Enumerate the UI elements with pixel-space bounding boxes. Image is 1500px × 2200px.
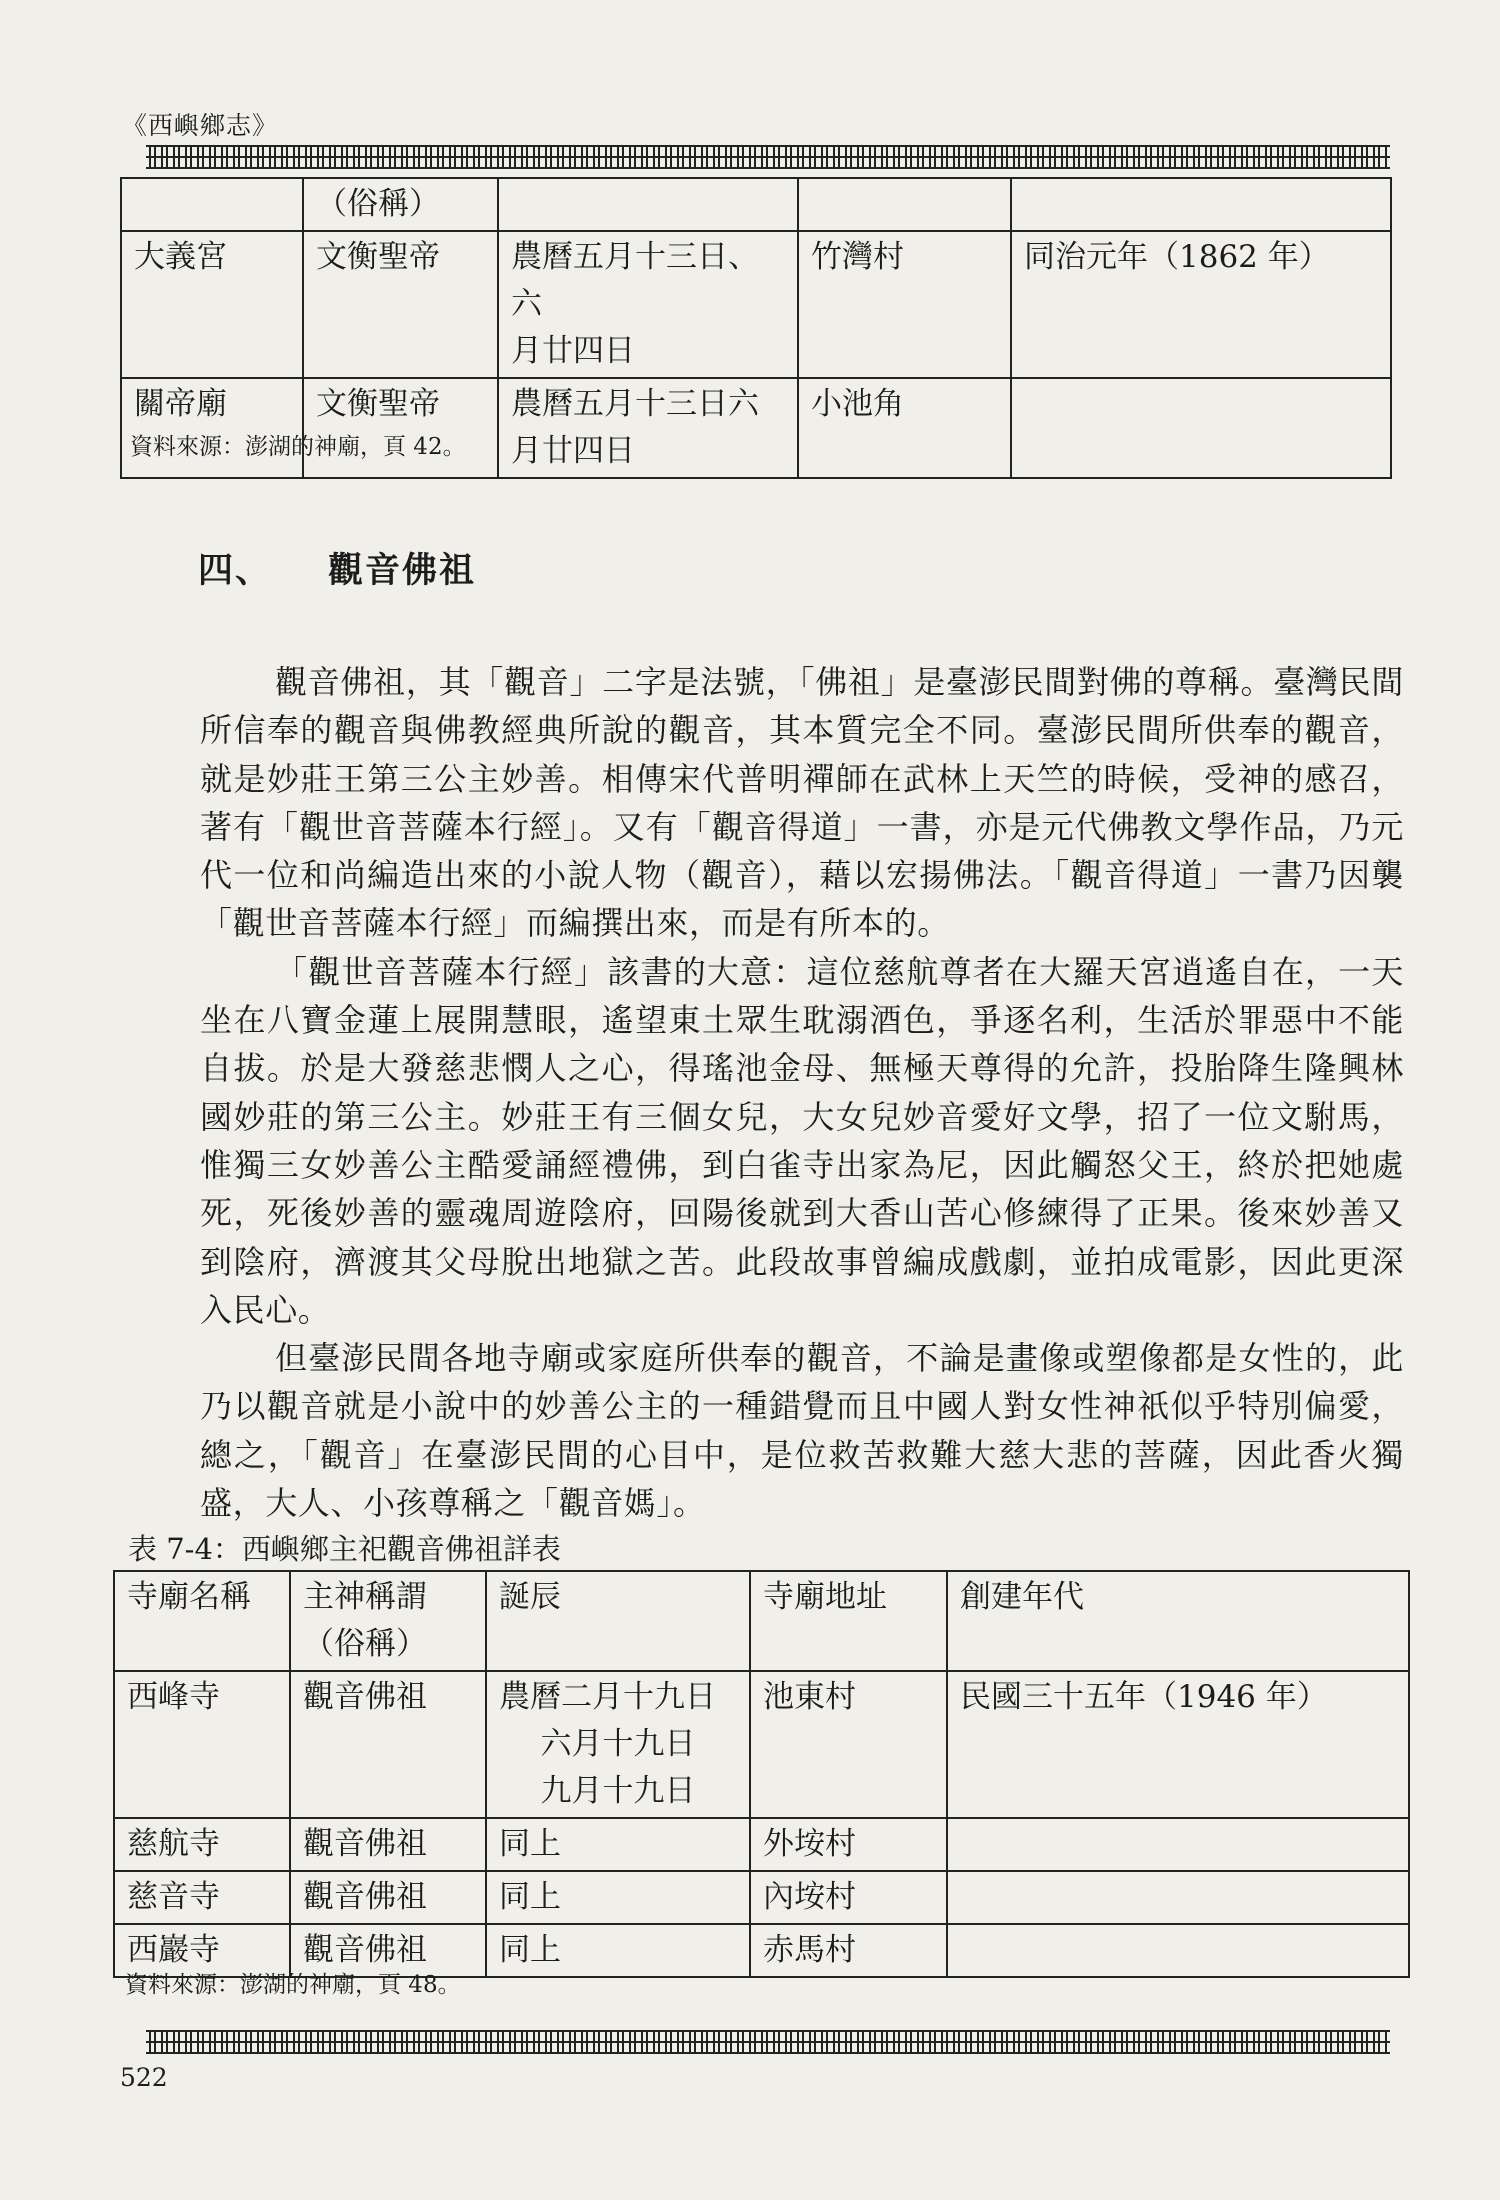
table-cell: 西峰寺 bbox=[114, 1671, 290, 1818]
table-cell: 關帝廟 bbox=[121, 378, 303, 478]
cell-line: 月廿四日 bbox=[511, 333, 635, 369]
page-number: 522 bbox=[120, 2063, 168, 2092]
header-cell bbox=[290, 1571, 486, 1671]
cell-line: 主神稱謂 bbox=[303, 1579, 427, 1615]
table-cell: 同上 bbox=[486, 1818, 750, 1871]
table-cell bbox=[947, 1818, 1409, 1871]
table-cell bbox=[486, 1671, 750, 1818]
table-cell: 民國三十五年（1946 年） bbox=[947, 1671, 1409, 1818]
table-cell bbox=[947, 1924, 1409, 1977]
table-caption: 表 7-4：西嶼鄉主祀觀音佛祖詳表 bbox=[128, 1532, 561, 1566]
table-cell: 西巖寺 bbox=[114, 1924, 290, 1977]
decorative-border-bottom bbox=[146, 2030, 1390, 2054]
cell-line: 六月十九日 bbox=[540, 1726, 696, 1762]
table-row bbox=[121, 178, 1391, 231]
table-cell: （俗稱） bbox=[303, 178, 498, 231]
table-cell bbox=[1011, 378, 1391, 478]
table-row bbox=[114, 1818, 1409, 1871]
table-cell: 慈航寺 bbox=[114, 1818, 290, 1871]
cell-line: （俗稱） bbox=[303, 1626, 427, 1662]
table-cell: 同治元年（1862 年） bbox=[1011, 231, 1391, 378]
paragraph: 觀音佛祖，其「觀音」二字是法號，「佛祖」是臺澎民間對佛的尊稱。臺灣民間所信奉的觀音與佛教經典所說的觀音，其本質完全不同。臺澎民間所供奉的觀音，就是妙莊王第三公主妙善。相傳宋代普明禪師在武林上天竺的時候，受神的感召，著有「觀世音菩薩本行經」。又有「觀音得道」一書，亦是元代佛教文學作品，乃元代一位和尚編造出來的小說人物（觀音），藉以宏揚佛法。「觀音得道」一書乃因襲「觀世音菩薩本行經」而編撰出來，而是有所本的。 bbox=[200, 663, 1404, 943]
cell-line: 農曆二月十九日 bbox=[499, 1679, 716, 1715]
table-cell: 觀音佛祖 bbox=[290, 1818, 486, 1871]
table-cell: 外垵村 bbox=[750, 1818, 947, 1871]
header-cell: 寺廟地址 bbox=[750, 1571, 947, 1671]
table-cell: 觀音佛祖 bbox=[290, 1871, 486, 1924]
section-heading bbox=[198, 543, 476, 593]
table-cell bbox=[498, 378, 798, 478]
table-cell: 赤馬村 bbox=[750, 1924, 947, 1977]
decorative-border-top bbox=[146, 145, 1390, 169]
cell-line: 農曆五月十三日、六 bbox=[511, 239, 759, 322]
table-source-note: 資料來源：澎湖的神廟，頁 48。 bbox=[125, 1972, 461, 1998]
table-cell: 內垵村 bbox=[750, 1871, 947, 1924]
table-cell: 觀音佛祖 bbox=[290, 1924, 486, 1977]
table-cell: 同上 bbox=[486, 1924, 750, 1977]
cell-line: 月廿四日 bbox=[511, 433, 635, 469]
table-cell: 竹灣村 bbox=[798, 231, 1011, 378]
running-header: 《西嶼鄉志》 bbox=[122, 111, 279, 140]
table-source-note: 資料來源：澎湖的神廟，頁 42。 bbox=[130, 434, 466, 460]
table-cell bbox=[798, 178, 1011, 231]
paragraph: 「觀世音菩薩本行經」該書的大意：這位慈航尊者在大羅天宮逍遙自在，一天坐在八寶金蓮上展開慧眼，遙望東土眾生耽溺酒色，爭逐名利，生活於罪惡中不能自拔。於是大發慈悲憫人之心，得瑤池金母、無極天尊得的允許，投胎降生隆興林國妙莊的第三公主。妙莊王有三個女兒，大女兒妙音愛好文學，招了一位文駙馬，惟獨三女妙善公主酷愛誦經禮佛，到白雀寺出家為尼，因此觸怒父王，終於把她處死，死後妙善的靈魂周遊陰府，回陽後就到大香山苦心修練得了正果。後來妙善又到陰府，濟渡其父母脫出地獄之苦。此段故事曾編成戲劇，並拍成電影，因此更深入民心。 bbox=[200, 952, 1404, 1329]
table-cell bbox=[947, 1871, 1409, 1924]
cell-line: 九月十九日 bbox=[540, 1773, 696, 1809]
header-cell: 寺廟名稱 bbox=[114, 1571, 290, 1671]
table-cell: 同上 bbox=[486, 1871, 750, 1924]
table-cell: 觀音佛祖 bbox=[290, 1671, 486, 1818]
table-cell: 慈音寺 bbox=[114, 1871, 290, 1924]
section-title: 觀音佛祖 bbox=[328, 550, 477, 591]
paragraph: 但臺澎民間各地寺廟或家庭所供奉的觀音，不論是畫像或塑像都是女性的，此乃以觀音就是小說中的妙善公主的一種錯覺而且中國人對女性神祇似乎特別偏愛，總之，「觀音」在臺澎民間的心目中，是位救苦救難大慈大悲的菩薩，因此香火獨盛，大人、小孩尊稱之「觀音媽」。 bbox=[200, 1339, 1404, 1523]
header-cell: 誕辰 bbox=[486, 1571, 750, 1671]
table-cell bbox=[121, 178, 303, 231]
section-number: 四、 bbox=[198, 550, 273, 591]
table-cell: 小池角 bbox=[798, 378, 1011, 478]
table-cell: 文衡聖帝 bbox=[303, 378, 498, 478]
table-row bbox=[121, 231, 1391, 378]
cell-line: 農曆五月十三日六 bbox=[511, 386, 759, 422]
table-cell: 大義宮 bbox=[121, 231, 303, 378]
table-header-row bbox=[114, 1571, 1409, 1671]
table-cell bbox=[498, 231, 798, 378]
header-cell: 創建年代 bbox=[947, 1571, 1409, 1671]
table-cell bbox=[498, 178, 798, 231]
table-cell bbox=[1011, 178, 1391, 231]
table-cell: 池東村 bbox=[750, 1671, 947, 1818]
table-cell: 文衡聖帝 bbox=[303, 231, 498, 378]
table-row bbox=[114, 1871, 1409, 1924]
guanyin-temple-table bbox=[113, 1570, 1410, 1978]
table-row bbox=[114, 1671, 1409, 1818]
body-text bbox=[200, 658, 1404, 1527]
